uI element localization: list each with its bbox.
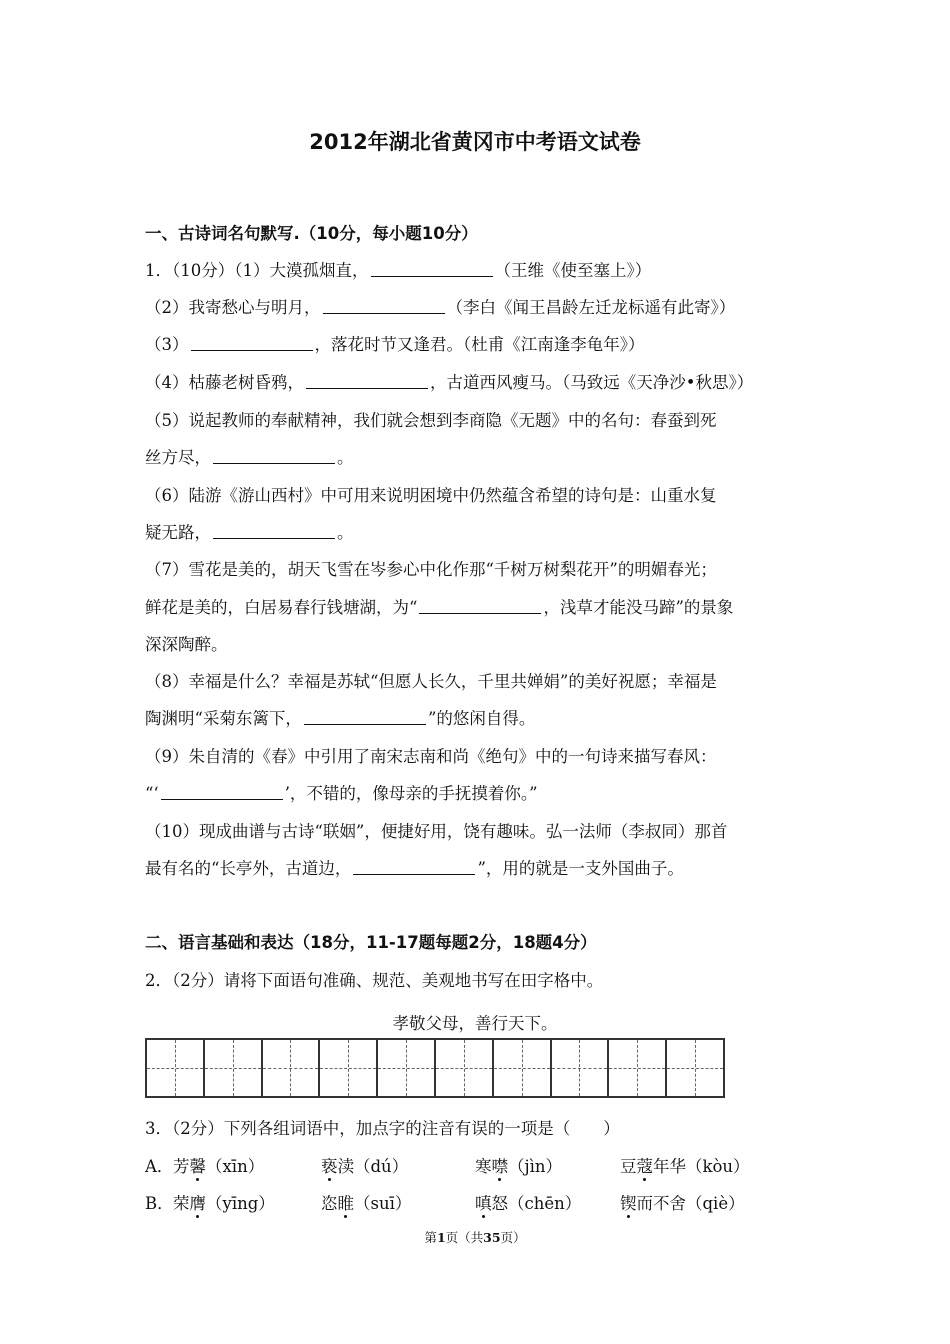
question-1-line-11: 深深陶醉。 bbox=[145, 635, 228, 654]
grid-cell[interactable] bbox=[320, 1040, 378, 1096]
question-3: 3．（2分）下列各组词语中，加点字的注音有误的一项是（ ） bbox=[145, 1119, 620, 1138]
option-a[interactable] bbox=[145, 1153, 825, 1177]
option-word: 寒噤（jìn） bbox=[475, 1157, 563, 1176]
question-1-line-10: 鲜花是美的，白居易春行钱塘湖，为“ ，浅草才能没马蹄”的景象 bbox=[145, 598, 734, 617]
answer-blank[interactable] bbox=[419, 597, 541, 614]
question-1-line-9: （7）雪花是美的，胡天飞雪在岑参心中化作那“千树万树梨花开”的明媚春光； bbox=[145, 560, 717, 579]
section-1-heading: 一、古诗词名句默写.（10分，每小题10分） bbox=[145, 224, 478, 243]
grid-cell[interactable] bbox=[263, 1040, 321, 1096]
answer-blank[interactable] bbox=[323, 297, 445, 314]
option-word: 亵渎（dú） bbox=[321, 1157, 409, 1176]
question-1-line-4: （4）枯藤老树昏鸦， ，古道西风瘦马。（马致远《天净沙•秋思》） bbox=[145, 373, 754, 392]
answer-blank[interactable] bbox=[304, 708, 426, 725]
question-1-line-17: 最有名的“长亭外，古道边， ”，用的就是一支外国曲子。 bbox=[145, 859, 684, 878]
grid-cell[interactable] bbox=[378, 1040, 436, 1096]
question-2: 2．（2分）请将下面语句准确、规范、美观地书写在田字格中。 bbox=[145, 971, 604, 990]
option-word: 芳馨（xīn） bbox=[173, 1157, 265, 1176]
question-1-line-16: （10）现成曲谱与古诗“联姻”，便捷好用，饶有趣味。弘一法师（李叔同）那首 bbox=[145, 822, 728, 841]
answer-blank[interactable] bbox=[353, 858, 475, 875]
answer-blank[interactable] bbox=[161, 783, 283, 800]
grid-cell[interactable] bbox=[205, 1040, 263, 1096]
grid-cell[interactable] bbox=[609, 1040, 667, 1096]
page-number: 1 bbox=[436, 1230, 446, 1245]
answer-blank[interactable] bbox=[213, 447, 335, 464]
question-1-line-15: “‘ ’，不错的，像母亲的手抚摸着你。” bbox=[145, 784, 538, 803]
writing-grid bbox=[145, 1038, 725, 1098]
option-word: 豆蔻年华（kòu） bbox=[620, 1157, 750, 1176]
option-word: 嗔怒（chēn） bbox=[475, 1194, 582, 1213]
option-word: 荣膺（yīng） bbox=[173, 1194, 275, 1213]
question-1-line-2: （2）我寄愁心与明月， （李白《闻王昌龄左迁龙标遥有此寄》） bbox=[145, 298, 736, 317]
question-1-line-3: （3） ，落花时节又逢君。（杜甫《江南逢李龟年》） bbox=[145, 335, 645, 354]
question-1-line-1: 1．（10分）（1）大漠孤烟直， （王维《使至塞上》） bbox=[145, 261, 652, 280]
grid-cell[interactable] bbox=[436, 1040, 494, 1096]
answer-blank[interactable] bbox=[371, 260, 493, 277]
section-2-heading: 二、语言基础和表达（18分，11-17题每题2分，18题4分） bbox=[145, 933, 597, 952]
option-label: B． bbox=[145, 1194, 174, 1213]
option-label: A． bbox=[145, 1157, 174, 1176]
option-word: 锲而不舍（qiè） bbox=[620, 1194, 745, 1213]
grid-cell[interactable] bbox=[667, 1040, 723, 1096]
page-total: 35 bbox=[483, 1230, 501, 1245]
question-1-line-5: （5）说起教师的奉献精神，我们就会想到李商隐《无题》中的名句：春蚕到死 bbox=[145, 411, 717, 430]
page-title: 2012年湖北省黄冈市中考语文试卷 bbox=[309, 130, 641, 154]
question-1-line-7: （6）陆游《游山西村》中可用来说明困境中仍然蕴含希望的诗句是：山重水复 bbox=[145, 486, 717, 505]
question-1-line-13: 陶渊明“采菊东篱下， ”的悠闲自得。 bbox=[145, 709, 536, 728]
grid-cell[interactable] bbox=[147, 1040, 205, 1096]
option-word: 恣睢（suī） bbox=[321, 1194, 412, 1213]
answer-blank[interactable] bbox=[191, 334, 313, 351]
option-b[interactable] bbox=[145, 1190, 825, 1214]
question-1-line-8: 疑无路， 。 bbox=[145, 523, 354, 542]
grid-cell[interactable] bbox=[552, 1040, 610, 1096]
question-1-line-14: （9）朱自清的《春》中引用了南宋志南和尚《绝句》中的一句诗来描写春风： bbox=[145, 747, 717, 766]
grid-cell[interactable] bbox=[494, 1040, 552, 1096]
question-2-text: 孝敬父母，善行天下。 bbox=[392, 1014, 558, 1033]
question-1-line-12: （8）幸福是什么？幸福是苏轼“但愿人长久，千里共婵娟”的美好祝愿；幸福是 bbox=[145, 672, 717, 691]
answer-blank[interactable] bbox=[306, 372, 428, 389]
question-1-line-6: 丝方尽， 。 bbox=[145, 448, 354, 467]
page-footer: 第1页（共35页） bbox=[424, 1230, 526, 1245]
answer-blank[interactable] bbox=[213, 522, 335, 539]
